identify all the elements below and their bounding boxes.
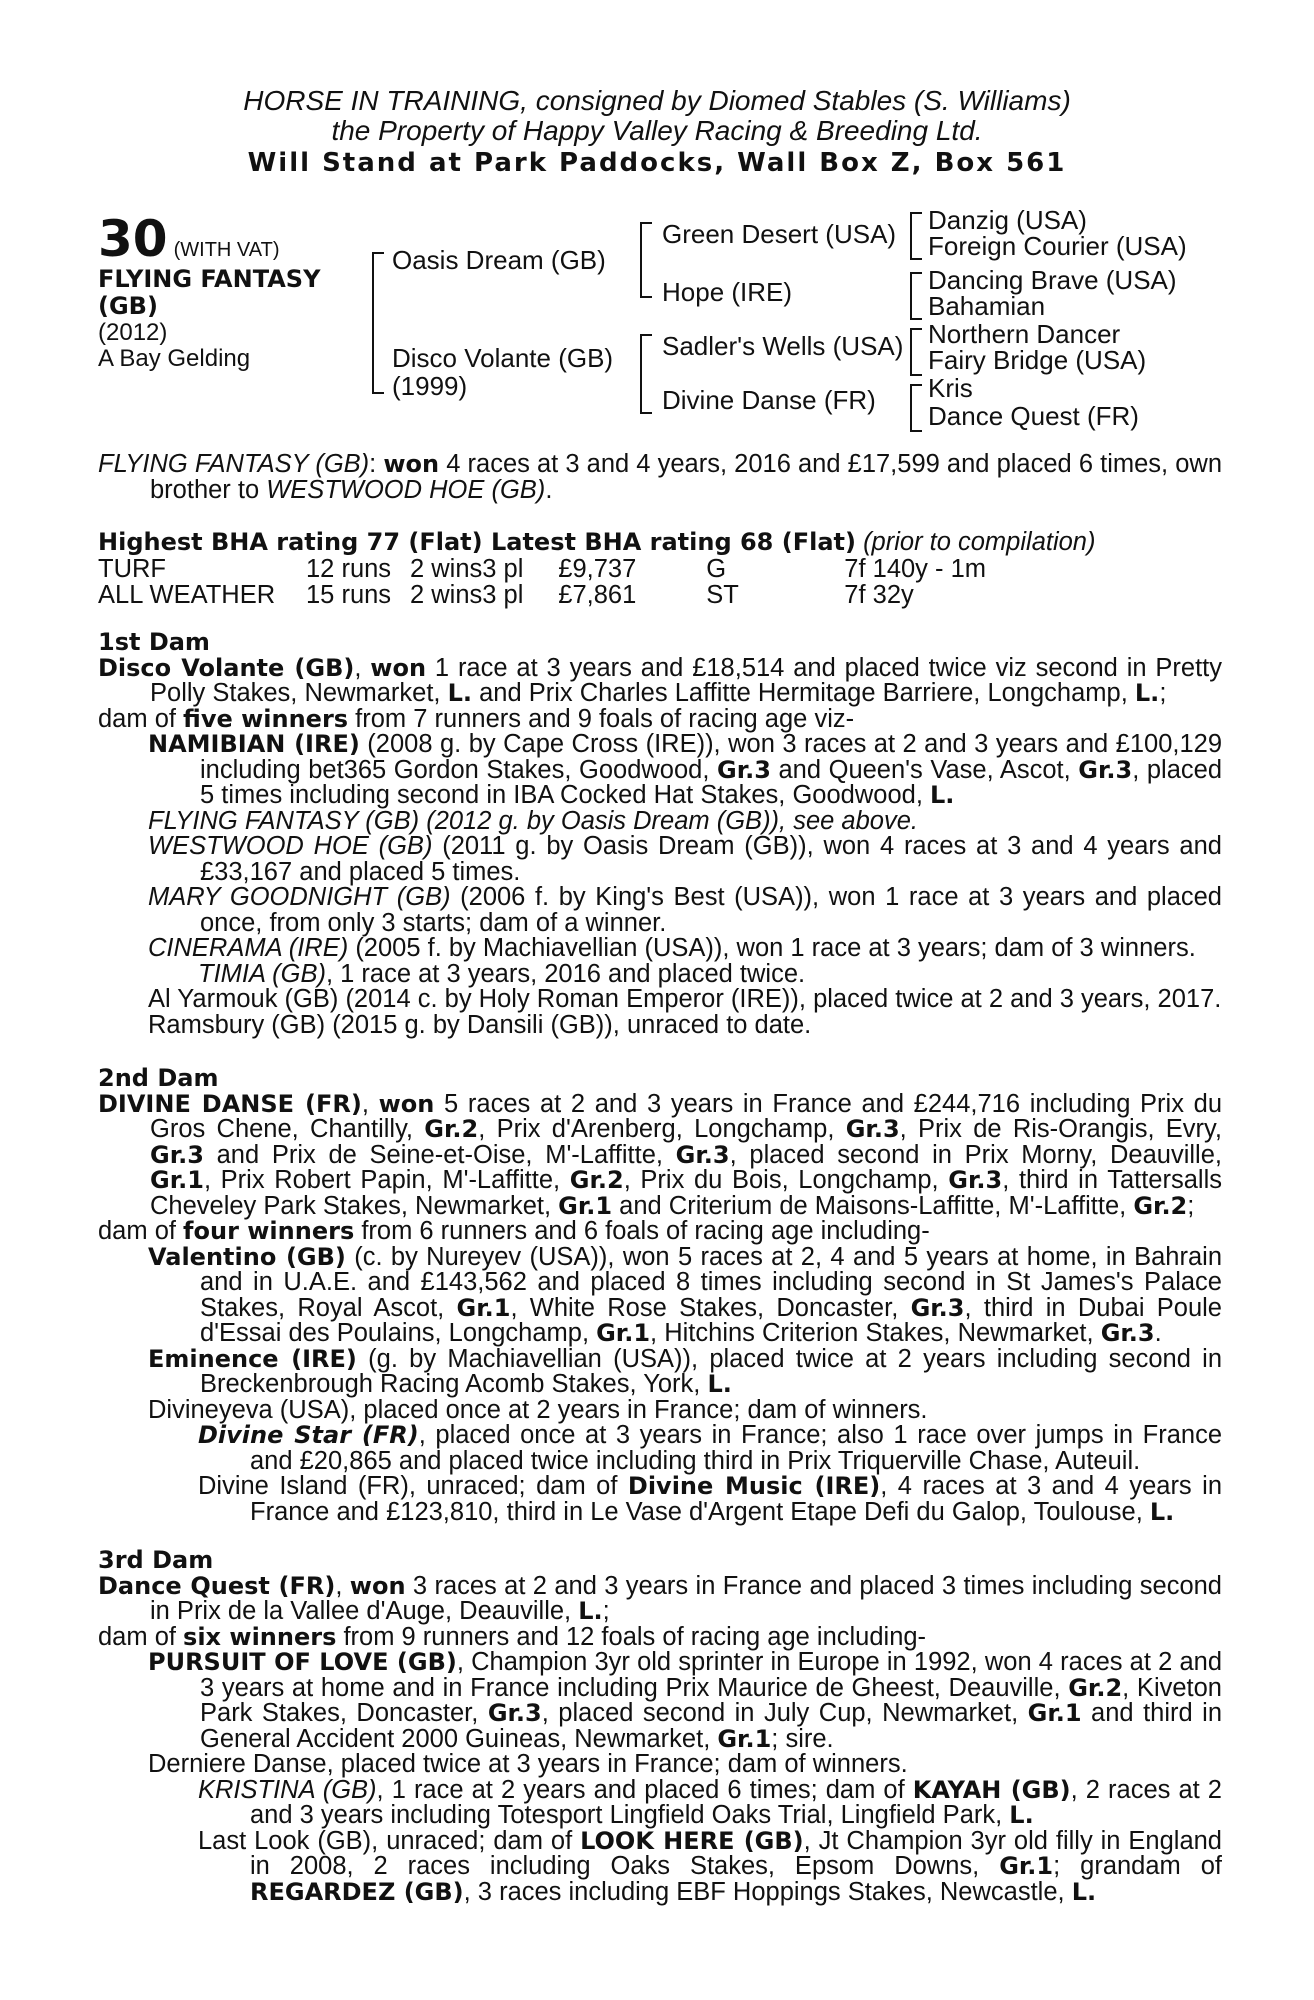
list-item: Divine Island (FR), unraced; dam of Divine Music (IRE), 4 races at 3 and 4 years in France and £123,810, third in Le Vase d'Argent Etape Defi du Galop, Toulouse, L. (198, 1472, 1222, 1526)
list-item: TIMIA (GB), 1 race at 3 years, 2016 and placed twice. (198, 959, 806, 988)
list-item: FLYING FANTASY (GB) (2012 g. by Oasis Dream (GB)), see above. (148, 806, 918, 835)
list-item: Ramsbury (GB) (2015 g. by Dansili (GB)), unraced to date. (148, 1010, 812, 1039)
sd-dam: Bahamian (928, 291, 1046, 321)
summary-name: FLYING FANTASY (GB) (98, 450, 370, 478)
section-heading: 1st Dam (98, 628, 210, 656)
sire: Oasis Dream (GB) (392, 245, 606, 275)
horse-description: A Bay Gelding (98, 345, 251, 372)
pedigree-brace (640, 334, 652, 414)
ratings-note: (prior to compilation) (863, 528, 1096, 556)
list-item: WESTWOOD HOE (GB) (2011 g. by Oasis Dream (GB)), won 4 races at 3 and 4 years and £33,167 and placed 5 times. (148, 832, 1222, 886)
list-item: KRISTINA (GB), 1 race at 2 years and placed 6 times; dam of KAYAH (GB), 2 races at 2 and 3 years including Totesport Lingfield Oaks Trial, Lingfield Park, L. (198, 1775, 1222, 1829)
header-line-1: HORSE IN TRAINING, consigned by Diomed Stables (S. Williams) (243, 85, 1071, 116)
list-item: Divine Star (FR), placed once at 3 years in France; also 1 race over jumps in France and £20,865 and placed twice including third in Prix Triquerville Chase, Auteuil. (198, 1421, 1222, 1475)
pedigree-brace (910, 384, 922, 432)
third-dam-section: 3rd Dam Dance Quest (FR), won 3 races at 2 and 3 years in France and placed 3 times including second in Prix de la Vallee d'Auge, Deauville, L.; dam of six winners from 9 runners and 12 foals of racing age including- PURSUIT OF LOVE (GB), Champion 3yr old sprinter in Europe in 1992, won 4 races at 2 and 3 years at home and in France including Prix Maurice de Gheest, Deauville, Gr.2, Kiveton Park Stakes, Doncaster, Gr.3, placed second in July Cup, Newmarket, Gr.1 and third in General Accident 2000 Guineas, Newmarket, Gr.1; sire. Derniere Danse, placed twice at 3 years in France; dam of winners. KRISTINA (GB), 1 race at 2 years and placed 6 times; dam of KAYAH (GB), 2 races at 2 and 3 years including Totesport Lingfield Oaks Trial, Lingfield Park, L. Last Look (GB), unraced; dam of LOOK HERE (GB), Jt Champion 3yr old filly in England in 2008, 2 races including Oaks Stakes, Epsom Downs, Gr.1; grandam of REGARDEZ (GB), 3 races including EBF Hoppings Stakes, Newcastle, L. (98, 1546, 1223, 1906)
ratings-section (98, 530, 1222, 608)
ds-sire: Northern Dancer (928, 319, 1121, 349)
list-item: PURSUIT OF LOVE (GB), Champion 3yr old sprinter in Europe in 1992, won 4 races at 2 and 3 years at home and in France including Prix Maurice de Gheest, Deauville, Gr.2, Kiveton Park Stakes, Doncaster, Gr.3, placed second in July Cup, Newmarket, Gr.1 and third in General Accident 2000 Guineas, Newmarket, Gr.1; sire. (148, 1648, 1223, 1753)
pedigree-brace (372, 252, 384, 394)
second-dam-section: 2nd Dam DIVINE DANSE (FR), won 5 races at 2 and 3 years in France and £244,716 including Prix du Gros Chene, Chantilly, Gr.2, Prix d'Arenberg, Longchamp, Gr.3, Prix de Ris-Orangis, Evry, Gr.3 and Prix de Seine-et-Oise, M'-Laffitte, Gr.3, placed second in Prix Morny, Deauville, Gr.1, Prix Robert Papin, M'-Laffitte, Gr.2, Prix du Bois, Longchamp, Gr.3, third in Tattersalls Cheveley Park Stakes, Newmarket, Gr.1 and Criterium de Maisons-Laffitte, M'-Laffitte, Gr.2; dam of four winners from 6 runners and 6 foals of racing age including- Valentino (GB) (c. by Nureyev (USA)), won 5 races at 2, 4 and 5 years at home, in Bahrain and in U.A.E. and £143,562 and placed 8 times including second in St James's Palace Stakes, Royal Ascot, Gr.1, White Rose Stakes, Doncaster, Gr.3, third in Dubai Poule d'Essai des Poulains, Longchamp, Gr.1, Hitchins Criterion Stakes, Newmarket, Gr.3. Eminence (IRE) (g. by Machiavellian (USA)), placed twice at 2 years including second in Breckenbrough Racing Acomb Stakes, York, L. Divineyeva (USA), placed once at 2 years in France; dam of winners. Divine Star (FR), placed once at 3 years in France; also 1 race over jumps in France and £20,865 and placed twice including third in Prix Triquerville Chase, Auteuil. Divine Island (FR), unraced; dam of Divine Music (IRE), 4 races at 3 and 4 years in France and £123,810, third in Le Vase d'Argent Etape Defi du Galop, Toulouse, L. (98, 1064, 1223, 1526)
sire-sire: Green Desert (USA) (662, 219, 897, 249)
horse-year: (2012) (98, 319, 168, 346)
horse-name: FLYING FANTASY (98, 265, 321, 293)
dd-dam: Dance Quest (FR) (928, 401, 1139, 431)
list-item: Eminence (IRE) (g. by Machiavellian (USA)), placed twice at 2 years including second in Breckenbrough Racing Acomb Stakes, York, L. (148, 1344, 1223, 1398)
first-dam-section: 1st Dam Disco Volante (GB), won 1 race at 3 years and £18,514 and placed twice viz second in Pretty Polly Stakes, Newmarket, L. and Prix Charles Laffitte Hermitage Barriere, Longchamp, L.; dam of five winners from 7 runners and 9 foals of racing age viz- NAMIBIAN (IRE) (2008 g. by Cape Cross (IRE)), won 3 races at 2 and 3 years and £100,129 including bet365 Gordon Stakes, Goodwood, Gr.3 and Queen's Vase, Ascot, Gr.3, placed 5 times including second in IBA Cocked Hat Stakes, Goodwood, L. FLYING FANTASY (GB) (2012 g. by Oasis Dream (GB)), see above. WESTWOOD HOE (GB) (2011 g. by Oasis Dream (GB)), won 4 races at 3 and 4 years and £33,167 and placed 5 times. MARY GOODNIGHT (GB) (2006 f. by King's Best (USA)), won 1 race at 3 years and placed once, from only 3 starts; dam of a winner. CINERAMA (IRE) (2005 f. by Machiavellian (USA)), won 1 race at 3 years; dam of 3 winners. TIMIA (GB), 1 race at 3 years, 2016 and placed twice. Al Yarmouk (GB) (2014 c. by Holy Roman Emperor (IRE)), placed twice at 2 and 3 years, 2017. Ramsbury (GB) (2015 g. by Dansili (GB)), unraced to date. (98, 628, 1223, 1039)
section-heading: 3rd Dam (98, 1546, 214, 1574)
list-item: MARY GOODNIGHT (GB) (2006 f. by King's Best (USA)), won 1 race at 3 years and placed once, from only 3 starts; dam of a winner. (148, 883, 1222, 937)
race-summary: FLYING FANTASY (GB): won 4 races at 3 and 4 years, 2016 and £17,599 and placed 6 times, own brother to WESTWOOD HOE (GB). (98, 450, 1223, 504)
pedigree-brace (910, 328, 922, 376)
pedigree-brace (910, 272, 922, 320)
list-item: Divineyeva (USA), placed once at 2 years in France; dam of winners. (148, 1395, 928, 1424)
horse-country: (GB) (98, 292, 158, 320)
pedigree-brace (640, 222, 652, 298)
list-item: CINERAMA (IRE) (2005 f. by Machiavellian (USA)), won 1 race at 3 years; dam of 3 winners. (148, 934, 1196, 962)
table-row: ALL WEATHER 15 runs 2 wins 3 pl £7,861 ST 7f 32y (98, 580, 914, 609)
ratings-table (98, 556, 986, 608)
stand-location: Will Stand at Park Paddocks, Wall Box Z, Box 561 (247, 148, 1067, 178)
dd-sire: Kris (928, 373, 973, 403)
ss-sire: Danzig (USA) (928, 205, 1087, 235)
dam-year: (1999) (392, 371, 468, 401)
sire-dam: Hope (IRE) (662, 277, 793, 307)
list-item: NAMIBIAN (IRE) (2008 g. by Cape Cross (IRE)), won 3 races at 2 and 3 years and £100,129 including bet365 Gordon Stakes, Goodwood, Gr.3 and Queen's Vase, Ascot, Gr.3, placed 5 times including second in IBA Cocked Hat Stakes, Goodwood, L. (148, 730, 1223, 809)
lot-number-block (98, 210, 280, 268)
lot-number: 30 (98, 210, 168, 268)
ratings-heading: Highest BHA rating 77 (Flat) Latest BHA rating 68 (Flat) (98, 528, 856, 556)
dam-dam: Divine Danse (FR) (662, 385, 876, 415)
header-line-2: the Property of Happy Valley Racing & Breeding Ltd. (331, 115, 983, 146)
section-heading: 2nd Dam (98, 1064, 219, 1092)
list-item: Derniere Danse, placed twice at 3 years in France; dam of winners. (148, 1750, 908, 1778)
dam: Disco Volante (GB) (392, 343, 614, 373)
sd-sire: Dancing Brave (USA) (928, 265, 1177, 295)
dam-sire: Sadler's Wells (USA) (662, 331, 904, 361)
list-item: Last Look (GB), unraced; dam of LOOK HERE (GB), Jt Champion 3yr old filly in England in 2008, 2 races including Oaks Stakes, Epsom Downs, Gr.1; grandam of REGARDEZ (GB), 3 races including EBF Hoppings Stakes, Newcastle, L. (198, 1826, 1222, 1906)
list-item: Al Yarmouk (GB) (2014 c. by Holy Roman Emperor (IRE)), placed twice at 2 and 3 years, 2017. (148, 985, 1222, 1013)
ss-dam: Foreign Courier (USA) (928, 231, 1187, 261)
ds-dam: Fairy Bridge (USA) (928, 345, 1147, 375)
pedigree-brace (910, 212, 922, 260)
list-item: Valentino (GB) (c. by Nureyev (USA)), won 5 races at 2, 4 and 5 years at home, in Bahrain and in U.A.E. and £143,562 and placed 8 times including second in St James's Palace Stakes, Royal Ascot, Gr.1, White Rose Stakes, Doncaster, Gr.3, third in Dubai Poule d'Essai des Poulains, Longchamp, Gr.1, Hitchins Criterion Stakes, Newmarket, Gr.3. (148, 1242, 1222, 1347)
vat-note: (WITH VAT) (173, 239, 280, 261)
table-row: TURF 12 runs 2 wins 3 pl £9,737 G 7f 140y - 1m (98, 554, 987, 583)
